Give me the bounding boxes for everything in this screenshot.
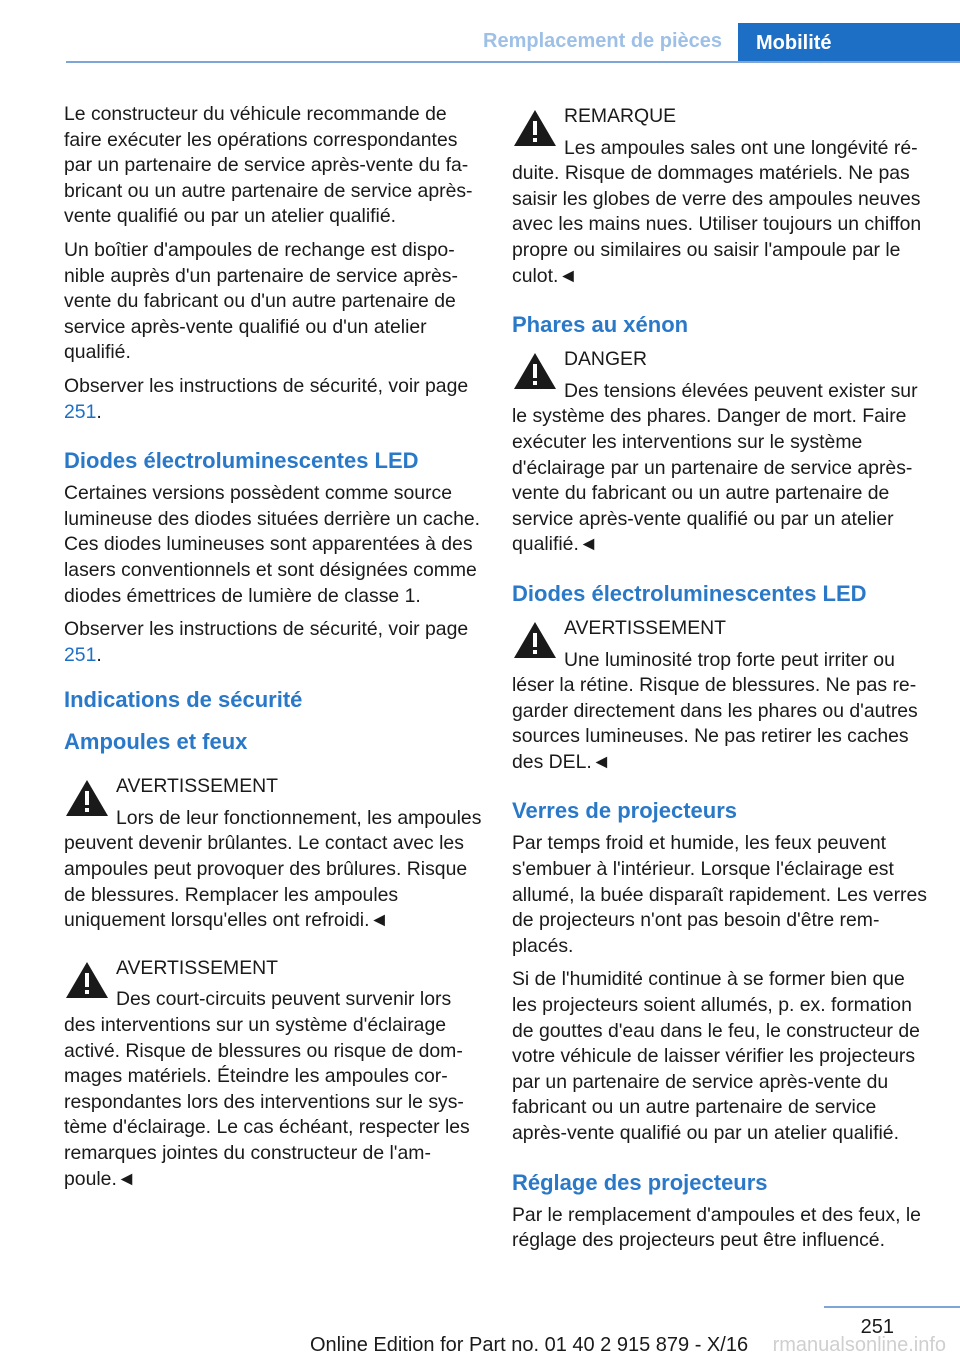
paragraph-text: Observer les instructions de sécurité, voir page [64, 374, 469, 397]
watermark: rmanualsonline.info [772, 1334, 946, 1356]
warning-body: Des court-circuits peuvent survenir lors des interventions sur un système d'éclairage activé. Risque de blessures ou risque de dommages matériels. Éteindre les ampoules correspondantes lors des interventions sur le système d'éclairage. Le cas échéant, respecter les remarques jointes du constructeur de l'ampoule.◄ [64, 988, 470, 1190]
remark-body: Les ampoules sales ont une longévité réduite. Risque de dommages matériels. Ne pas saisir les globes de verre des ampoules neuves avec les mains nues. Utiliser toujours un chiffon propre ou similaires ou saisir l'ampoule par le culot.◄ [512, 136, 922, 287]
paragraph-text: Observer les instructions de sécurité, voir page [64, 618, 469, 641]
warning-body: Lors de leur fonctionnement, les ampoules peuvent devenir brûlantes. Le contact avec les ampoules peut provoquer des brûlures. Risque de blessures. Remplacer les ampoules uniquement lorsqu'elles ont refroidi.◄ [64, 806, 482, 932]
warning-triangle-icon [64, 778, 110, 818]
heading-reglage-projecteurs: Réglage des projecteurs [512, 1169, 768, 1195]
danger-note [512, 345, 932, 558]
warning-triangle-icon [512, 351, 558, 391]
warning-note [64, 772, 482, 934]
paragraph: Certaines versions possèdent comme source lumineuse des diodes situées derrière un cache. Ces diodes lumineuses sont apparentées à des lasers conventionnels et sont désignées comme diodes émettrices de lumière de classe 1. [64, 482, 481, 607]
paragraph [64, 617, 482, 668]
header-rule [66, 61, 960, 63]
paragraph-end: . [96, 643, 102, 666]
heading-phares-xenon: Phares au xénon [512, 312, 689, 338]
paragraph: Par temps froid et humide, les feux peuvent s'embuer à l'intérieur. Lorsque l'éclairage est allumé, la buée disparaît rapidement. Les verres de projecteurs n'ont pas besoin d'être remplacés. [512, 832, 927, 957]
remark-title: REMARQUE [564, 105, 677, 127]
heading-ampoules-feux: Ampoules et feux [64, 729, 248, 755]
footer-rule [824, 1306, 960, 1308]
warning-triangle-icon [512, 108, 558, 148]
warning-title: AVERTISSEMENT [564, 616, 726, 639]
heading-verres-projecteurs: Verres de projecteurs [512, 798, 738, 824]
warning-title: AVERTISSEMENT [116, 956, 278, 979]
header-section-title: Remplacement de pièces [483, 30, 722, 52]
warning-triangle-icon [512, 620, 558, 660]
paragraph: Si de l'humidité continue à se former bien que les projecteurs soient allumés, p. ex. formation de gouttes d'eau dans le feu, le constructeur de votre véhicule de laisser vérifier les projecteurs par un partenaire de service après-vente du fabricant ou un autre partenaire de service après-vente qualifié ou par un atelier qualifié. [512, 968, 920, 1144]
paragraph-end: . [96, 400, 102, 423]
danger-body: Des tensions élevées peuvent exister sur le système des phares. Danger de mort. Faire exécuter les interventions sur le système d'éclairage par un partenaire de service après-vente du fabricant ou un autre partenaire de service après-vente qualifié ou par un atelier qualifié.◄ [512, 379, 918, 556]
remark-note [512, 102, 932, 289]
header-tab-mobilite: Mobilité [738, 23, 960, 63]
danger-title: DANGER [564, 348, 647, 371]
left-column [64, 102, 482, 1212]
warning-note [64, 954, 482, 1192]
paragraph: Par le remplacement d'ampoules et des feux, le réglage des projecteurs peut être influencé. [512, 1203, 921, 1252]
paragraph: Un boîtier d'ampoules de rechange est disponible auprès d'un partenaire de service après-vente du fabricant ou d'un autre partenaire de service après-vente qualifié ou d'un atelier qualifié. [64, 238, 458, 364]
edition-line: Online Edition for Part no. 01 40 2 915 879 - X/16 [310, 1334, 749, 1356]
page-link-251[interactable]: 251 [64, 643, 97, 666]
heading-led: Diodes électroluminescentes LED [64, 448, 419, 474]
warning-triangle-icon [64, 960, 110, 1000]
heading-indications-securite: Indications de sécurité [64, 687, 303, 713]
warning-note [512, 614, 932, 776]
page-link-251[interactable]: 251 [64, 400, 97, 423]
warning-title: AVERTISSEMENT [116, 775, 278, 798]
warning-body: Une luminosité trop forte peut irriter ou léser la rétine. Risque de blessures. Ne pas regarder directement dans les phares ou d'autres sources lumineuses. Ne pas retirer les caches des DEL.◄ [512, 648, 918, 773]
right-column [512, 102, 932, 1262]
page-number: 251 [860, 1316, 894, 1338]
paragraph: Le constructeur du véhicule recommande de faire exécuter les opérations correspondantes par un partenaire de service après-vente du fabricant ou un autre partenaire de service après-vente qualifié ou par un atelier qualifié. [64, 103, 473, 228]
heading-led: Diodes électroluminescentes LED [512, 580, 867, 606]
paragraph [64, 374, 482, 425]
